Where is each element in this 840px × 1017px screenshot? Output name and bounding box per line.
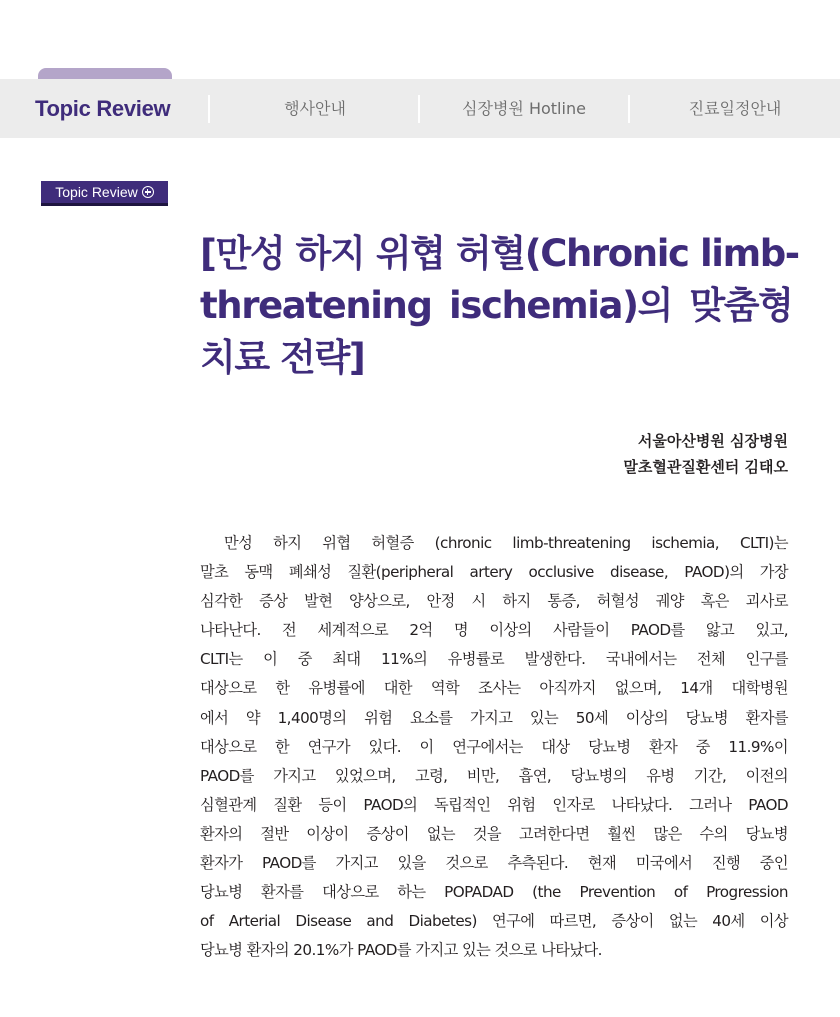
body-line: CLTI는 이 중 최대 11%의 유병률로 발생한다. 국내에서는 전체 인구를 — [200, 650, 788, 669]
active-tab-indicator — [38, 68, 172, 79]
nav-tab-topic-review[interactable]: Topic Review — [35, 96, 171, 121]
body-line: 심각한 증상 발현 양상으로, 안정 시 하지 통증, 허혈성 궤양 혹은 괴사로 — [200, 592, 788, 611]
nav-tab-events[interactable]: 행사안내 — [284, 99, 346, 118]
body-line: 만성 하지 위협 허혈증 (chronic limb-threatening ischemia, CLTI)는 — [224, 534, 788, 552]
plus-circle-icon — [142, 186, 154, 198]
article-title — [200, 228, 800, 384]
body-line: 나타난다. 전 세계적으로 2억 명 이상의 사람들이 PAOD를 앓고 있고, — [200, 621, 788, 640]
title-line: [만성 하지 위협 허혈(Chronic limb- — [200, 232, 799, 275]
body-line: of Arterial Disease and Diabetes) 연구에 따르면, 증상이 없는 40세 이상 — [200, 912, 788, 931]
title-line: threatening ischemia)의 맞춤형 — [200, 284, 793, 327]
body-line: 대상으로 한 연구가 있다. 이 연구에서는 대상 당뇨병 환자 중 11.9%이 — [200, 737, 788, 756]
body-line: 대상으로 한 유병률에 대한 역학 조사는 아직까지 없으며, 14개 대학병원 — [200, 679, 788, 698]
author-affiliation: 서울아산병원 심장병원 — [637, 432, 788, 450]
body-line: PAOD를 가지고 있었으며, 고령, 비만, 흡연, 당뇨병의 유병 기간, 이전의 — [200, 766, 788, 785]
body-line: 심혈관계 질환 등이 PAOD의 독립적인 위험 인자로 나타났다. 그러나 PAOD — [200, 795, 788, 814]
body-line: 당뇨병 환자를 대상으로 하는 POPADAD (the Prevention of Progression — [200, 883, 788, 902]
nav-divider — [628, 95, 630, 123]
author-block — [623, 428, 788, 480]
body-line: 환자가 PAOD를 가지고 있을 것으로 추측된다. 현재 미국에서 진행 중인 — [200, 854, 788, 873]
nav-divider — [418, 95, 420, 123]
title-line: 치료 전략] — [200, 336, 365, 379]
nav-divider — [208, 95, 210, 123]
body-line: 환자의 절반 이상이 증상이 없는 것을 고려한다면 훨씬 많은 수의 당뇨병 — [200, 824, 788, 843]
author-name: 말초혈관질환센터 김태오 — [623, 458, 788, 476]
topic-review-badge[interactable] — [41, 181, 168, 206]
body-line: 말초 동맥 폐쇄성 질환(peripheral artery occlusive disease, PAOD)의 가장 — [200, 563, 788, 582]
nav-tab-schedule[interactable]: 진료일정안내 — [688, 99, 782, 118]
body-line: 당뇨병 환자의 20.1%가 PAOD를 가지고 있는 것으로 나타났다. — [200, 941, 602, 960]
article-body — [200, 529, 788, 965]
nav-tab-heart-hotline[interactable]: 심장병원 Hotline — [462, 99, 586, 118]
badge-label: Topic Review — [55, 184, 138, 200]
body-line: 에서 약 1,400명의 위험 요소를 가지고 있는 50세 이상의 당뇨병 환자를 — [200, 708, 788, 727]
